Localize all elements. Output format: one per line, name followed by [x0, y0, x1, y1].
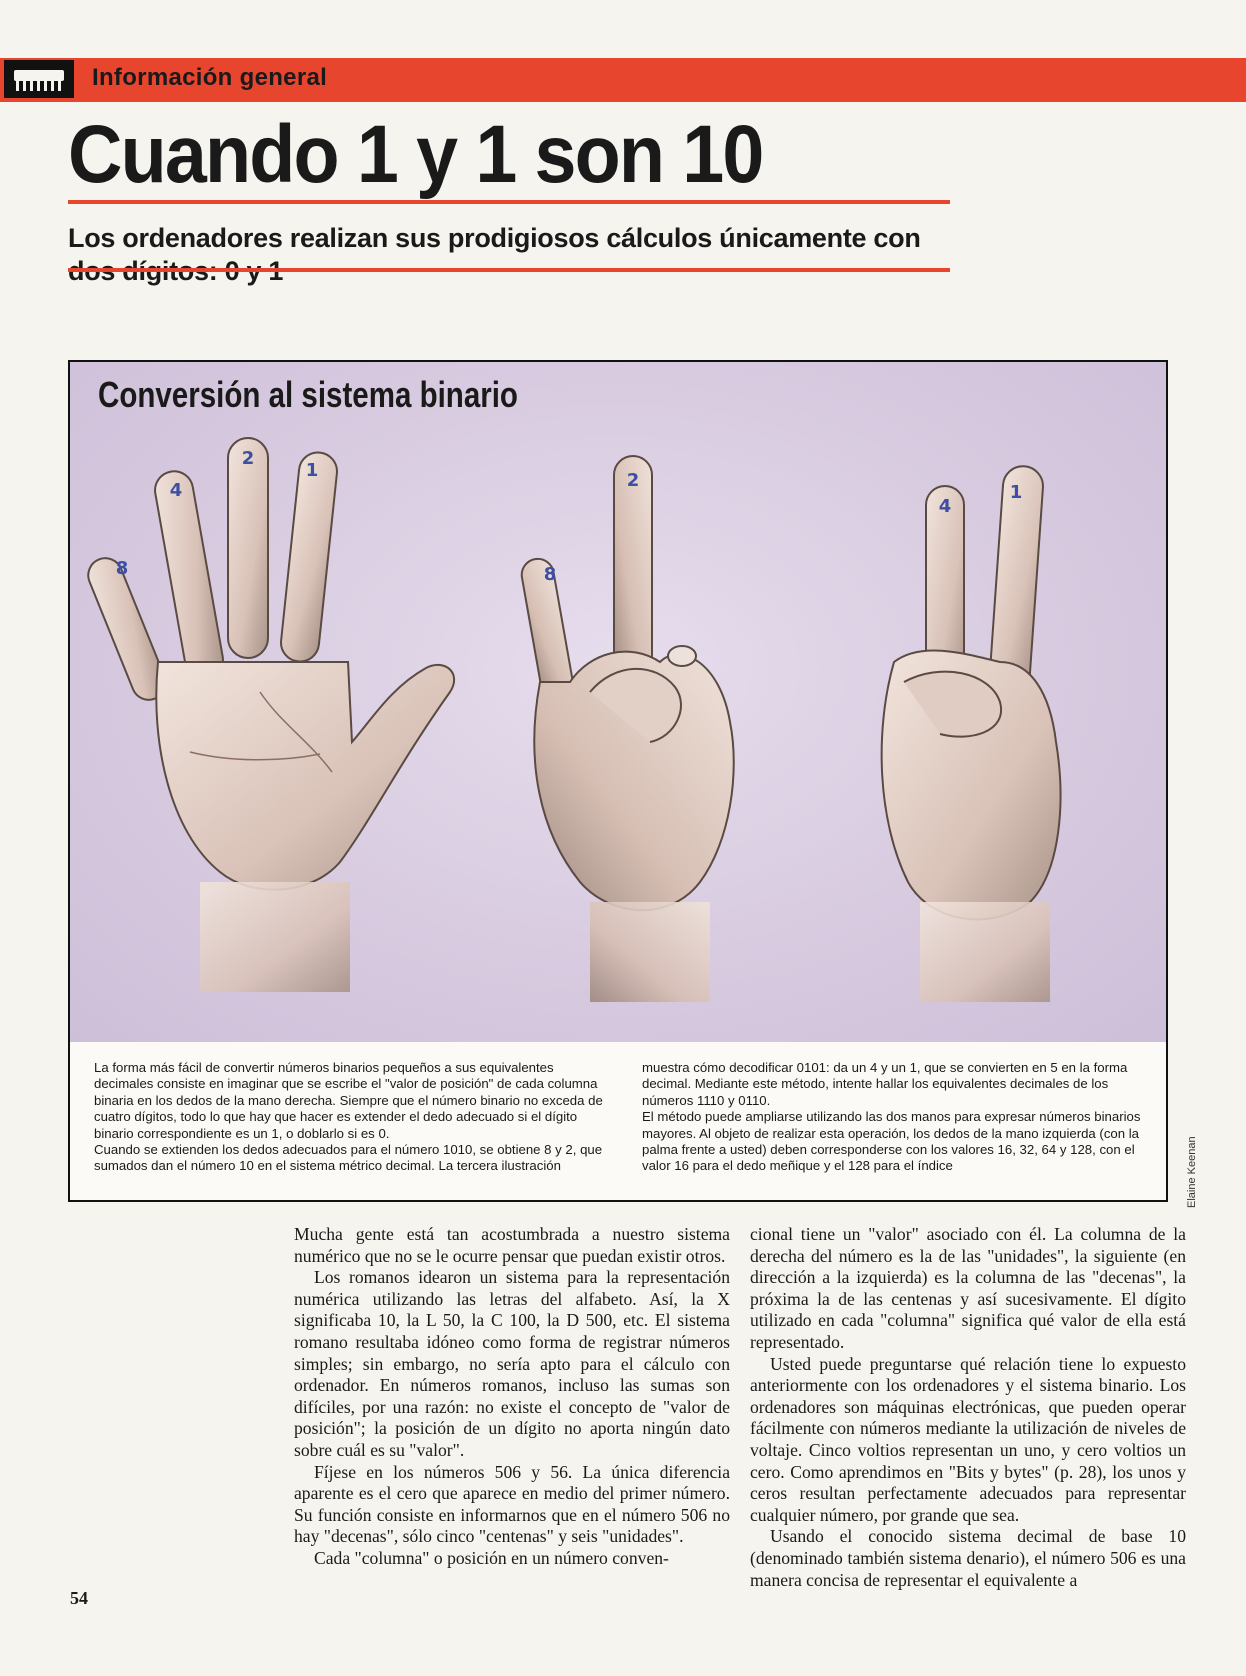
article-title: Cuando 1 y 1 son 10 [68, 109, 763, 200]
finger-label: 4 [938, 496, 952, 517]
finger-label: 8 [115, 558, 129, 579]
body-column-right [750, 1224, 1186, 1591]
caption-paragraph: Cuando se extienden los dedos adecuados para el número 1010, se obtiene 8 y 2, que sumados dan el número 10 en el sistema métrico decimal. La tercera ilustración [94, 1142, 603, 1174]
body-paragraph: Los romanos idearon un sistema para la representación numérica utilizando las letras del alfabeto. Así, la X significaba 10, la L 50, la C 100, la D 500, etc. El sistema romano resultaba idóneo como forma de registrar números simples; sin embargo, no sería apto para el cálculo con ordenador. En números romanos, incluso las sumas son difíciles, por una razón: no existe el concepto de "valor de posición"; la posición de un dígito no aporta ningún dato sobre cuál es su "valor". [294, 1267, 730, 1460]
finger-label: 2 [241, 448, 255, 469]
figure-title: Conversión al sistema binario [98, 374, 518, 415]
hands-drawing [70, 362, 1166, 1042]
body-paragraph: Mucha gente está tan acostumbrada a nuestro sistema numérico que no se le ocurre pensar que puedan existir otros. [294, 1224, 730, 1266]
article-subtitle: Los ordenadores realizan sus prodigiosos cálculos únicamente con [68, 223, 921, 253]
caption-paragraph: La forma más fácil de convertir números binarios pequeños a sus equivalentes decimales consiste en imaginar que se escribe el "valor de posición" de cada columna binaria en los dedos de la mano derecha. Siempre que el número binario no exceda de cuatro dígitos, todo lo que hay que hacer es extender el dedo adecuado si el dígito binario correspondiente es un 1, o doblarlo si es 0. [94, 1060, 603, 1141]
figure-box [68, 360, 1168, 1202]
hands-illustration [70, 362, 1166, 1042]
figure-caption-left [94, 1060, 612, 1175]
chip-icon [4, 60, 74, 98]
finger-label: 1 [305, 460, 319, 481]
hand-1010 [519, 456, 734, 1002]
finger-label: 8 [543, 564, 557, 585]
illustration-credit: Elaine Keenan [1186, 1136, 1198, 1208]
body-paragraph: Cada "columna" o posición en un número conven- [314, 1547, 669, 1568]
section-label: Información general [92, 64, 328, 91]
body-paragraph: Usando el conocido sistema decimal de base 10 (denominado también sistema denario), el número 506 es una manera concisa de representar el equivalente a [750, 1526, 1186, 1590]
body-paragraph: Usted puede preguntarse qué relación tiene lo expuesto anteriormente con los ordenadores y el sistema binario. Los ordenadores son máquinas electrónicas, que pueden operar fácilmente con números mediante la utilización de niveles de voltaje. Cinco voltios representan un uno, y cero voltios un cero. Como aprendimos en "Bits y bytes" (p. 28), los unos y ceros resultan perfectamente adecuados para representar cualquier número, por grande que sea. [750, 1353, 1186, 1525]
caption-paragraph: El método puede ampliarse utilizando las dos manos para expresar números binarios mayores. Al objeto de realizar esta operación, los dedos de la mano izquierda (con la palma frente a usted) deben corresponderse con los valores 16, 32, 64 y 128, con el valor 16 para el dedo meñique y el 128 para el índice [642, 1109, 1141, 1174]
title-rule [68, 200, 950, 204]
page-number: 54 [70, 1588, 88, 1608]
figure-caption-right [642, 1060, 1146, 1175]
hand-0101 [882, 465, 1061, 1002]
body-paragraph: Fíjese en los números 506 y 56. La única diferencia aparente es el cero que aparece en medio del primer número. Su función consiste en informarnos que en el número 506 no hay "decenas", sólo cinco "centenas" y seis "unidades". [294, 1461, 730, 1547]
finger-label: 1 [1009, 482, 1023, 503]
body-paragraph: cional tiene un "valor" asociado con él. La columna de la derecha del número es la de las "unidades", la siguiente (en dirección a la izquierda) es la columna de las "decenas", la próxima la de las centenas y así sucesivamente. El dígito utilizado en cada "columna" significa qué valor de ella está representado. [750, 1224, 1186, 1352]
finger-label: 4 [169, 480, 183, 501]
body-column-left [294, 1224, 730, 1570]
finger-label: 2 [626, 470, 640, 491]
hand-open [83, 438, 454, 992]
caption-paragraph: muestra cómo decodificar 0101: da un 4 y un 1, que se convierten en 5 en la forma decimal. Mediante este método, intente hallar los equivalentes decimales de los números 1110 y 0110. [642, 1060, 1128, 1108]
subtitle-rule [68, 268, 950, 272]
